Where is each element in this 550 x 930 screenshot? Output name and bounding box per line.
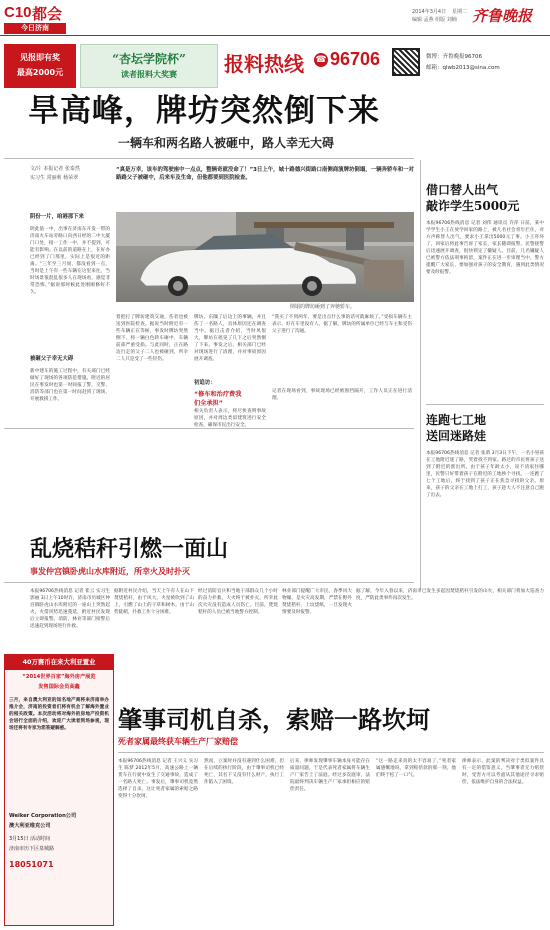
editor-line: 编辑 孟燕 组版 刘楠: [412, 17, 457, 23]
side1-title-line: 借口替人出气: [426, 183, 499, 197]
story3-col-5: 律师表示，此案的判决对于类似案件具有一定的借鉴意义。当肇事者无力赔偿时，受害方可以考虑从其他途径寻求赔偿，依法维护自身的合法权益。: [462, 759, 544, 785]
lead-col-2: 着把打了牌坊建筑交通，伤者也被送到医院检查。据说当时附近有一些车辆正在等候，事发时牌坊突然倒下，将一辆白色轿车砸中，车辆前部严重受损。与此同时，正在路边行走的父子二人也被砸到，所幸二人只是受了一些轻伤。: [116, 315, 188, 362]
lead-pull-quote: [194, 391, 266, 409]
page-number: C10: [4, 4, 32, 21]
promo-company-cn: 澳大利亚维克公司: [9, 822, 51, 829]
story3-col-4: “这一路走来真的太不容易了。”死者家属感慨地说，拿到赔偿款的那一刻，他们终于松了一口气。: [376, 759, 456, 778]
story3-headline: 肇事司机自杀，索赔一路坎坷: [118, 705, 430, 734]
story2-subhead: 事发仲宫镇卧虎山水库附近，所幸火及时扑灭: [30, 567, 190, 576]
ad-contest-subtitle: 读者报料大奖赛: [121, 70, 177, 79]
phone-icon: ☎: [315, 55, 327, 65]
story2-col-3: 经过消防官兵和当地干部群众几个小时的奋力扑救，大火终于被扑灭。所幸此次火灾没有造成人员伤亡。目前，焚烧秸秆的人员已被当地警方控制。: [198, 589, 278, 615]
qr-code-icon: [392, 48, 420, 76]
photo-scene: [116, 212, 414, 302]
ad-prize-line2: 最高2000元: [16, 67, 64, 77]
story2-rule: [4, 582, 414, 583]
ad-contest-title: “杏坛学院杯”: [112, 52, 186, 66]
paper-logo: 齐鲁晚报: [472, 7, 533, 25]
side2-title: [426, 412, 544, 444]
story2-headline: 乱烧秸秆引燃一面山: [30, 536, 229, 562]
side-rule: [426, 404, 544, 405]
side1-title-line: 敲诈学生5000元: [426, 199, 520, 213]
story3-col-1: 本报96706热线消息 记者 王兴义 实习生 陈梦 2012年5月，高速公路上一辆货车在行驶中发生了交通事故，造成了一名路人死亡。事发后，肇事司机竟然选择了自杀，这让死者家属的索赔之路变得十分坎坷。: [118, 759, 198, 799]
promo-company: Weiker Corporation公司: [9, 813, 77, 820]
masthead-rule: [0, 35, 550, 36]
promo-subtitle: “2014世界百家”海外房产展览: [22, 674, 96, 681]
section-name: 都会: [32, 5, 63, 23]
lead-photo-caption: 倒塌的牌坊砸到了奔驰轿车。: [290, 304, 356, 310]
side1-title: [426, 182, 544, 214]
ad-hotline-label: 报料热线: [224, 52, 304, 76]
story2-col-1: 本报96706热线消息 记者 崔云 实习生 郭丽 3日上午10时许，济南市历城区仲宫镇卧虎山水库附近的一座山上突然起火，火借风势迅速蔓延，附近村民发现后立即报警。消防、林业等部门接警后迅速赶到现场进行扑救。: [30, 589, 110, 629]
side2-title-line: 送回迷路娃: [426, 429, 487, 443]
lead-col-4b: 记者在现场看到，事故现场已经被围挡隔开，工作人员正在进行清理。: [272, 389, 412, 401]
byline-line: 文/片 本报记者 张泰然: [30, 166, 80, 172]
promo-body: 三月，来自澳大利亚的知名地产商将来济南举办推介会，济南的投资者们将有机会了解海外置业的相关政策。本次活动将对海外的房地产投资机会进行全面的介绍，欢迎广大读者到场参观，现场还将有专家为您答疑解惑。: [9, 698, 109, 732]
lead-col-3: 牌坊，东隅了后边上的事辆，并且伤了一名路人，具体原因还在调查当中。据目击者介绍，当时风很大，牌坊在摇晃了几下之后突然倒了下来。事发之后，相关部门已经对现场进行了清理，并对事故原因展开调查。: [194, 315, 266, 362]
issue-weekday: 星期二: [452, 9, 468, 15]
ad-prize-box: [4, 44, 76, 88]
promo-phone: 18051071: [9, 859, 54, 869]
lead-col-4: “我买了不到两年，要是出点什么事的话可就麻烦了。”受损车辆车主表示，好在车里没有人。据了解，牌坊的所属单位已经与车主和受伤父子进行了沟通。: [272, 315, 412, 334]
promo-box: [4, 654, 114, 926]
ad-hotline-box: [222, 44, 544, 88]
side2-body: 本报96706热线消息 记者 张萌 3月3日下午，一名小男孩在工地附近迷了路，哭着找不到家。路过的市民将孩子送到了附近的派出所。由于孩子年龄太小，说不清家住哪里，民警只好带着孩子在附近的工地挨个寻找。一连跑了七个工地后，终于找到了孩子正在焦急寻找的父亲。原来，孩子的父亲在工地上打工，孩子趁大人不注意自己跑了出去。: [426, 451, 544, 498]
ad-weibo: 微博：齐鲁晚报96706: [426, 54, 482, 60]
promo-date: 3月15日 活动时间: [9, 836, 51, 843]
issue-date: 2014年3月4日: [412, 9, 447, 15]
lead-col-3b: 相关负责人表示，将尽快查明事故原因，并对周边类似建筑进行安全检查，确保市民出行安全。: [194, 409, 266, 428]
sidebar-divider: [420, 160, 421, 590]
promo-venue: 济南市历下区泉城路: [9, 845, 55, 852]
story3-subhead: 死者家属最终获车辆生产厂家赔偿: [118, 737, 238, 746]
lead-headline: 旱高峰，牌坊突然倒下来: [28, 93, 380, 129]
story3-col-3: 后来，律师发现肇事车辆本身可能存在质量问题，于是代表死者家属将车辆生产厂家告上了法庭。经过多次庭审，法院最终判决车辆生产厂家承担相应的赔偿责任。: [290, 759, 370, 792]
pull-quote-line: 们全承担”: [194, 399, 223, 407]
masthead: [0, 0, 550, 38]
byline-line: 实习生 常丽莉 杨荣翠: [30, 175, 79, 182]
pull-quote-line: “修车和治疗费我: [194, 391, 242, 398]
sub-section-tag: 今日济南: [4, 23, 66, 34]
side1-body: 本报96706热线消息 记者 刘伟 通讯员 许萍 日前，某中学学生小王在放学回家的路上，被几名社会青年拦住，对方声称替人出气，要求小王拿出5000元了事。小王吓坏了，回家后将此事告诉了家长，家长随即报警。民警接警后迅速展开调查，很快锁定了嫌疑人。目前，几名嫌疑人已被警方依法刑事拘留，案件正在进一步审理当中。警方提醒广大家长，要加强对孩子的安全教育，遇到此类情况要及时报警。: [426, 221, 544, 275]
lead-col-1: 阴此值一中，出事在济南东开发一带的济南火车站旁路口向西日经的二中大厦门口处，接一工作一中，并不提到，可能有影响。在以前的道路在上，在好办已经到了门那里，实际上是很近的距离。“三年至三月间，都没看到一点，当时是上午有一些车辆在这里来往，当时场景很混乱很多人在现场看，感觉非常恐怖。”据说那时候此处刚刚修好不久。: [30, 227, 110, 295]
story3-col-2: 然而，立案时并没有遇到什么困难，但在后续的执行阶段，由于肇事司机已经死亡，其名下又没有什么财产，执行工作陷入了困境。: [204, 759, 284, 785]
lead-sub-1: 阴份一片，咱港那下来: [30, 214, 84, 220]
story2-col-5: 据了解，今年入春以来，济南市已发生多起因焚烧秸秆引发的山火，相关部门将加大巡查力度，严防此类事件再次发生。: [356, 589, 544, 601]
promo-subtitle-2: 发售国际会员高鑫: [38, 683, 80, 690]
story3-rule: [118, 752, 544, 753]
ad-prize-line1: 见报即有奖: [20, 53, 60, 62]
ad-hotline-number: 96706: [330, 49, 381, 69]
lead-col-1b: 新中建车的施工过程中，有关部门已经做好了现场的各项防范措施。附近的居民在事发时也第一时间报了警，交警、消防等部门也在第一时间赶到了现场，开展救援工作。: [30, 369, 110, 402]
lead-crosshead: 初追访：: [194, 380, 216, 386]
lead-subhead: 一辆车和两名路人被砸中，路人幸无大碍: [118, 136, 335, 150]
ad-banner: [0, 40, 550, 92]
lead-byline: [30, 166, 110, 183]
lead-photo: [116, 212, 414, 302]
story2-col-2: 据附近村民介绍，当天上午有人在山下焚烧秸秆，由于风大，火星被吹到了山上，引燃了山上的干草和树木。由于山势陡峭，扑救工作十分困难。: [114, 589, 194, 615]
lead-rule: [4, 158, 414, 159]
lead-sub-2: 被砸父子幸无大碍: [30, 356, 74, 362]
story2-top-rule: [4, 428, 414, 429]
ad-email: 邮箱：qlwb2013@sina.com: [426, 65, 500, 71]
lead-intro: “真是万幸，该车的驾驶座中一点点，整辆奇就没命了！”3日上午，城十路德兴街路口南侧商演牌坊倒塌，一辆奔轿车和一对路路父子被砸中，后来车及生命，但他都要到医院检查。: [116, 167, 414, 181]
promo-title: 40万赛币在来大利亚置业: [5, 655, 113, 670]
side2-title-line: 连跑七工地: [426, 413, 487, 427]
ad-contest-box: [80, 44, 218, 88]
story2-col-4: 林业部门提醒广大市民，春季风大物燥，是火灾高发期，严禁在野外焚烧秸秆、上坟烧纸，一旦发现火情要及时报警。: [282, 589, 352, 615]
